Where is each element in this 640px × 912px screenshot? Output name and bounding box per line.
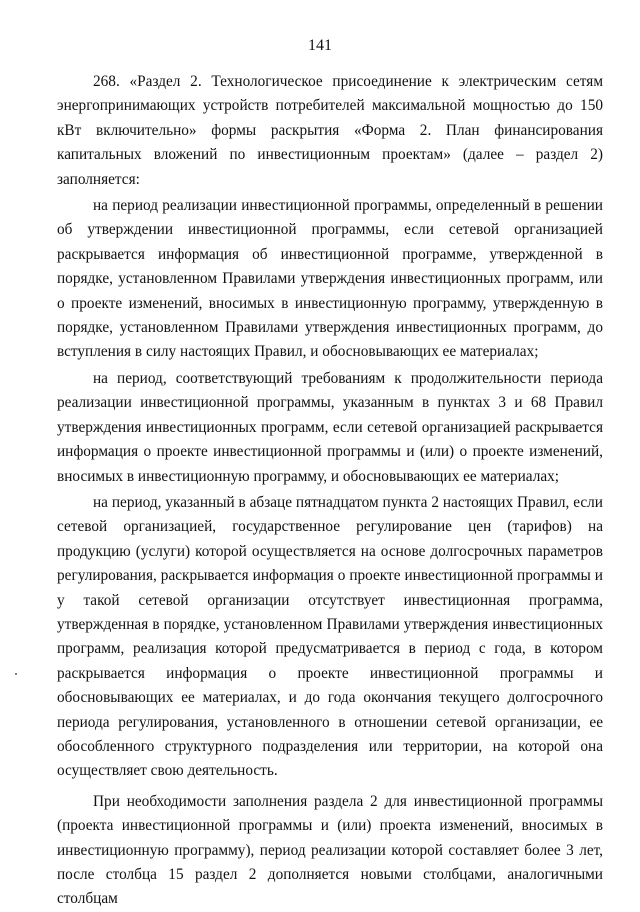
paragraph-more-than-three-years: При необходимости заполнения раздела 2 для инвестиционной программы (проекта инвестиционной программы и (или) проекта изменений, вносимых в инвестиционную программу), период реализации которой составляет более 3 лет, после столбца 15 раздел 2 дополняется новыми столбцами, аналогичными столбцам [57,792,603,908]
paragraph-item-268: 268. «Раздел 2. Технологическое присоединение к электрическим сетям энергопринимающих устройств потребителей максимальной мощностью до 150 кВт включительно» формы раскрытия «Форма 2. План финансирования капитальных вложений по инвестиционным проектам» (далее – раздел 2) заполняется: [57,73,603,188]
paragraph-period-requirements: на период, соответствующий требованиям к продолжительности периода реализации инвестиционной программы, указанным в пунктах 3 и 68 Правил утверждения инвестиционных программ, если сетевой организацией раскрывается информация о проекте инвестиционной программы и (или) о проекте изменений, вносимых в инвестиционную программу, и обосновывающих ее материалах; [57,369,603,485]
paragraph-period-approved-program: на период реализации инвестиционной программы, определенный в решении об утверждении инвестиционной программы, если сетевой организацией раскрывается информация об инвестиционной программе, утвержденной в порядке, установленном Правилами утверждения инвестиционных программ, или о проекте изменений, вносимых в инвестиционную программу, утвержденную в порядке, установленном Правилами утверждения инвестиционных программ, до вступления в силу настоящих Правил, и обосновывающих ее материалах; [57,197,603,361]
document-body [57,70,603,912]
paragraph-period-fifteenth-clause: на период, указанный в абзаце пятнадцатом пункта 2 настоящих Правил, если сетевой организацией, государственное регулирование цен (тарифов) на продукцию (услуги) которой осуществляется на основе долгосрочных параметров регулирования, раскрывается информация о проекте инвестиционной программы и у такой сетевой организации отсутствует инвестиционная программа, утвержденная в порядке, установленном Правилами утверждения инвестиционных программ, реализация которой предусматривается в период с года, в котором раскрывается информация о проекте инвестиционной программы и обосновывающих ее материалах, и до года окончания текущего долгосрочного периода регулирования, установленного в отношении сетевой организации, ее обособленного структурного подразделения или территории, на которой она осуществляет свою деятельность. [57,493,603,780]
page-number: 141 [308,37,332,54]
margin-mark [15,673,17,675]
